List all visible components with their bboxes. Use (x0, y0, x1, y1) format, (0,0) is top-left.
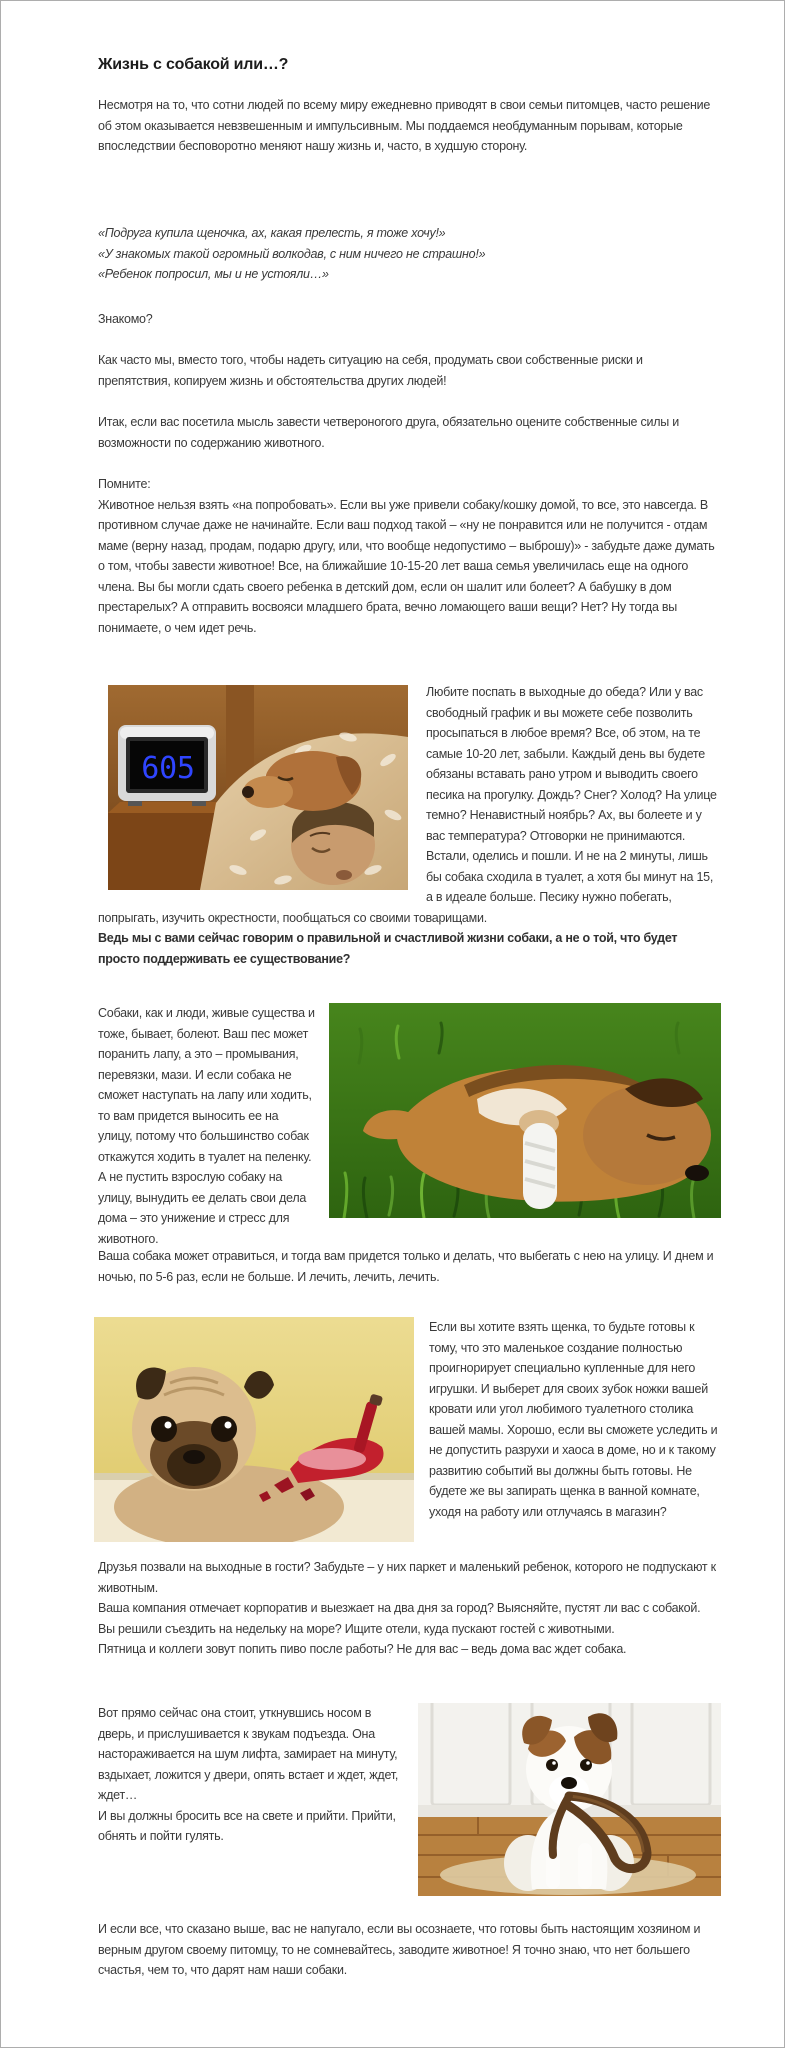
pug-eye-right (211, 1416, 237, 1442)
section-remember (98, 474, 718, 638)
paragraph-walks-emphasis: Ведь мы с вами сейчас говорим о правильной и счастливой жизни собаки, а не о той, что будет просто поддерживать ее существование? (98, 931, 678, 966)
quote-line: «Ребенок попросил, мы и не устояли…» (98, 267, 329, 281)
pug-illustration (94, 1317, 414, 1542)
article-title: Жизнь с собакой или…? (98, 56, 289, 73)
section-morning-walks (98, 682, 718, 969)
paragraph-familiar: Знакомо? (98, 312, 153, 326)
paragraph-remember: Животное нельзя взять «на попробовать». Если вы уже привели собаку/кошку домой, то все, это навсегда. В противном случае даже не начинайте. Если ваш подход такой – «ну не понравится или не получится - отдам маме (верну назад, продам, подарю другу, или, что вообще недопустимо – выброшу)» - забудьте даже думать о том, чтобы завести животное! Все, на ближайшие 10-15-20 лет ваша семья увеличилась еще на одного члена. Вы бы могли сдать своего ребенка в детский дом, если он шалит или болеет? А бабушку в дом престарелых? А отправить восвояси младшего брата, вечно ломающего ваши вещи? Нет? Ну тогда вы понимаете, о чем идет речь. (98, 497, 715, 635)
quote-line: «Подруга купила щеночка, ах, какая прелесть, я тоже хочу!» (98, 226, 446, 240)
section-puppy-chewing (94, 1317, 718, 1542)
waiting-line: Вот прямо сейчас она стоит, уткнувшись носом в дверь, и прислушивается к звукам подъезда. Она настораживается на шум лифта, замирает на минуту, вздыхает, ложится у двери, опять встает и ждет, ждет, ждет… (98, 1706, 399, 1802)
paragraph-waiting (98, 1703, 418, 1847)
paragraph-assess: Итак, если вас посетила мысль завести четвероногого друга, обязательно оцените собственные силы и возможности по содержанию животного. (98, 415, 679, 450)
social-line: Вы решили съездить на недельку на море? Ищите отели, куда пускают гостей с животными. (98, 1621, 615, 1636)
photo-sleeping-man-with-puppy-and-alarm-clock (108, 685, 408, 890)
paragraph-puppy: Если вы хотите взять щенка, то будьте готовы к тому, что это маленькое создание полностью проигнорирует специально купленные для него игрушки. И выберет для своих зубок ножки вашей кровати или угол любимого туалетного столика вашей мамы. Хорошо, если вы сможете уследить и не допустить разрухи и хаоса в доме, но и к такому развитию событий вы должны быть готовы. Не будете же вы запирать щенка в ванной комнате, уходя на работу или отлучаясь в магазин? (429, 1320, 718, 1519)
quotes-block (98, 223, 718, 285)
paragraph-closing: И если все, что сказано выше, вас не напугало, если вы осознаете, что готовы быть настоящим хозяином и верным другом своему питомцу, то не сомневайтесь, заводите животное! Я точно знаю, что нет большего счастья, чем то, что дарят нам наши собаки. (98, 1922, 701, 1977)
photo-dog-with-leash-at-door (418, 1703, 721, 1896)
paragraph-copy-others: Как часто мы, вместо того, чтобы надеть ситуацию на себя, продумать свои собственные риски и препятствия, копируем жизнь и обстоятельства других людей! (98, 353, 643, 388)
remember-label: Помните: (98, 477, 151, 491)
paragraph-illness: Собаки, как и люди, живые существа и тоже, бывает, болеют. Ваш пес может поранить лапу, а это – промывания, перевязки, мази. И если собака не сможет наступать на лапу или ходить, то вам придется выносить ее на улицу, потому что большинство собак откажутся ходить в туалет на пеленку. А не пустить взрослую собаку на улицу, вынудить ее делать свои дела дома – это унижение и стресс для животного. (98, 1006, 315, 1246)
social-line: Пятница и коллеги зовут попить пиво после работы? Не для вас – ведь дома вас ждет собака. (98, 1642, 627, 1656)
section-social-limits (98, 1557, 718, 1660)
pug-nose (183, 1450, 205, 1464)
paragraph-intro: Несмотря на то, что сотни людей по всему миру ежедневно приводят в свои семьи питомцев, часто решение об этом оказывается невзвешенным и импульсивным. Мы поддаемся необдуманным порывам, которые впоследствии бесповоротно меняют нашу жизнь и, часто, в худшую сторону. (98, 98, 711, 153)
pug-eye-left (151, 1416, 177, 1442)
paragraph-walks: Любите поспать в выходные до обеда? Или у вас свободный график и вы можете себе позволить просыпаться в любое время? Все, об этом, на те самые 10-20 лет, забыли. Каждый день вы будете обязаны вставать рано утром и выводить своего песика на прогулку. Дождь? Снег? Холод? На улице темно? Ненавистный ноябрь? Ах, вы болеете и у вас температура? Отговорки не принимаются. Встали, оделись и пошли. И не на 2 минуты, лишь бы собака сходила в туалет, а хотя бы минут на 15, а в идеале больше. Песику нужно побегать, попрыгать, изучить окрестности, пообщаться со своими товарищами. (98, 685, 717, 925)
puppy-nose (242, 786, 254, 798)
waiting-line: И вы должны бросить все на свете и прийти. Прийти, обнять и пойти гулять. (98, 1808, 396, 1843)
waiting-dog-illustration (418, 1703, 721, 1896)
alarm-clock (118, 725, 216, 806)
dog-eye-left (546, 1759, 558, 1771)
mouth (336, 870, 352, 880)
social-line: Друзья позвали на выходные в гости? Забудьте – у них паркет и маленький ребенок, которого не подпускают к животным. (98, 1560, 716, 1595)
photo-pug-with-chewed-shoe (94, 1317, 414, 1542)
quote-line: «У знакомых такой огромный волкодав, с ним ничего не страшно!» (98, 246, 486, 261)
bandage (523, 1123, 557, 1209)
dog-eye-right (580, 1759, 592, 1771)
section-waiting-dog (98, 1703, 721, 1896)
social-line: Ваша компания отмечает корпоратив и выезжает на два дня за город? Выясняйте, пустят ли вас с собакой. (98, 1601, 701, 1615)
dog-nose (561, 1777, 577, 1789)
sleeping-man-illustration (108, 685, 408, 890)
section-illness (98, 1003, 721, 1249)
injured-dog-illustration (329, 1003, 721, 1218)
paragraph-poisoning: Ваша собака может отравиться, и тогда вам придется только и делать, что выбегать с нею на улицу. И днем и ночью, по 5-6 раз, если не больше. И лечить, лечить, лечить. (98, 1249, 714, 1284)
alarm-clock-time: 605 (141, 751, 195, 786)
dog-nose (685, 1165, 709, 1181)
photo-dog-with-bandaged-paw (329, 1003, 721, 1218)
